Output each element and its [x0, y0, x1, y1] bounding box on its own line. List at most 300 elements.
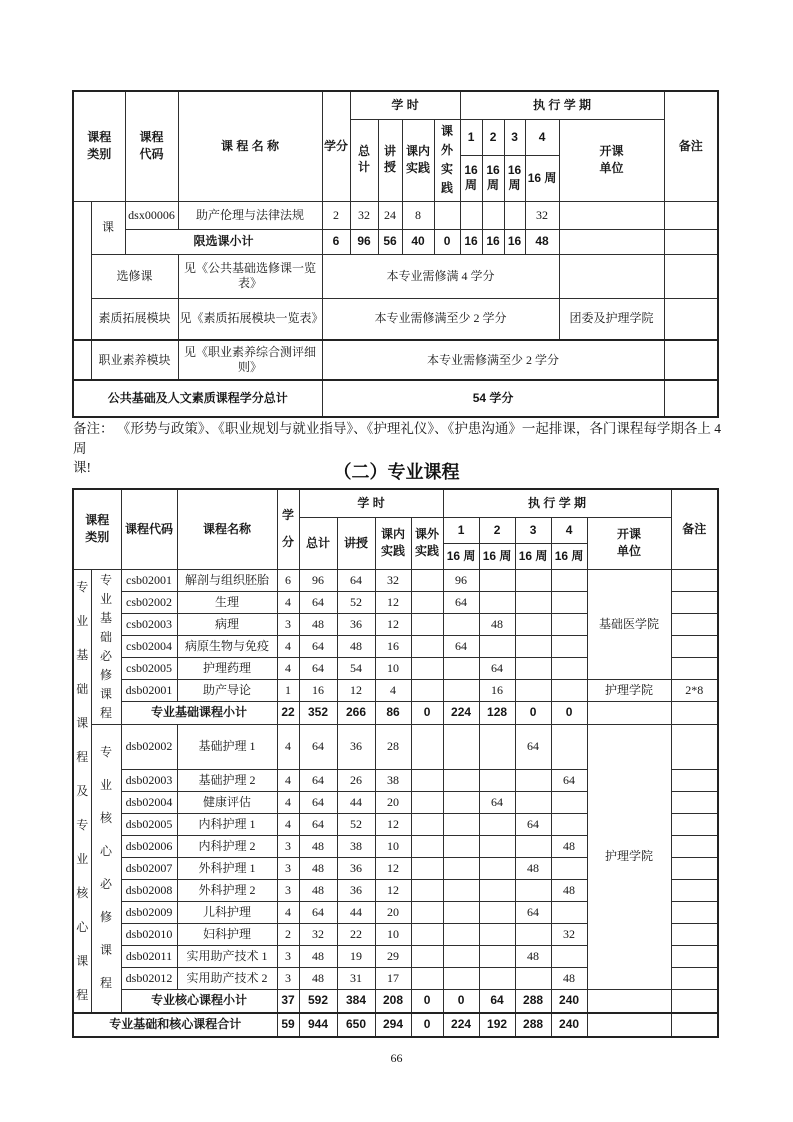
inclass-practice-cell: 12: [375, 857, 411, 879]
sem1-cell: [443, 945, 479, 967]
subtotal-row: [73, 701, 718, 724]
outclass-practice-cell: [411, 679, 443, 701]
course-code-cell: dsb02011: [121, 945, 177, 967]
sem1-cell: 224: [443, 701, 479, 724]
unit-cell: [559, 201, 664, 229]
sem4-cell: 48: [551, 879, 587, 901]
outclass-practice-cell: 0: [411, 701, 443, 724]
header-sem4-cell: 4: [551, 517, 587, 543]
inclass-practice-cell: 208: [375, 989, 411, 1012]
sem1-cell: 64: [443, 635, 479, 657]
outclass-practice-cell: [411, 901, 443, 923]
outclass-practice-cell: [411, 879, 443, 901]
course-name-cell: 基础护理 1: [177, 724, 277, 769]
sem4-cell: [551, 569, 587, 591]
remark-cell: [671, 923, 718, 945]
sem4-cell: [551, 679, 587, 701]
hours-banner: 学 时: [350, 91, 460, 119]
sem1-cell: [443, 857, 479, 879]
lecture-hours-cell: 650: [337, 1013, 375, 1037]
lecture-hours-cell: 54: [337, 657, 375, 679]
inclass-practice-cell: 10: [375, 835, 411, 857]
credit-cell: 3: [277, 945, 299, 967]
unit-cell: [559, 229, 664, 254]
general-course-table: [72, 90, 719, 418]
header-unit-cell: 开课单位: [559, 119, 664, 201]
unit-cell: [559, 254, 664, 298]
unit-cell: [587, 701, 671, 724]
sem1-cell: [443, 879, 479, 901]
header-sem1-cell: 1: [460, 119, 482, 155]
sem3-cell: [515, 879, 551, 901]
total-hours-cell: 48: [299, 857, 337, 879]
course-code-cell: csb02001: [121, 569, 177, 591]
page-number: 66: [390, 1051, 403, 1065]
sem1-cell: 96: [443, 569, 479, 591]
lecture-hours-cell: 19: [337, 945, 375, 967]
total-credits-cell: 54 学分: [322, 380, 664, 417]
course-code-cell: dsb02004: [121, 791, 177, 813]
credit-cell: 1: [277, 679, 299, 701]
total-hours-cell: 96: [350, 229, 378, 254]
credit-cell: 3: [277, 857, 299, 879]
total-hours-cell: 48: [299, 879, 337, 901]
total-hours-cell: 64: [299, 901, 337, 923]
sem4-cell: 48: [551, 967, 587, 989]
header-sem3-cell: 3: [515, 517, 551, 543]
sem2-cell: 16: [482, 229, 504, 254]
sem3-cell: 288: [515, 1013, 551, 1037]
sem2-cell: [482, 201, 504, 229]
course-name-cell: 健康评估: [177, 791, 277, 813]
sem1-cell: [443, 724, 479, 769]
outclass-practice-cell: [411, 923, 443, 945]
reference-cell: 见《职业素养综合测评细则》: [178, 340, 322, 380]
outclass-practice-cell: [411, 769, 443, 791]
sem3-cell: 16: [504, 229, 525, 254]
total-label-cell: 公共基础及人文素质课程学分总计: [73, 380, 322, 417]
sem2-cell: [479, 769, 515, 791]
header-credit-cell: 学分: [277, 489, 299, 569]
total-hours-cell: 48: [299, 945, 337, 967]
sem4-cell: 0: [551, 701, 587, 724]
remark-cell: [671, 791, 718, 813]
credit-cell: 4: [277, 591, 299, 613]
unit-cell: 护理学院: [587, 724, 671, 989]
total-hours-cell: 944: [299, 1013, 337, 1037]
header-outclass-cell: 课外实践: [434, 119, 460, 201]
outclass-practice-cell: [411, 813, 443, 835]
header-sem3-cell: 3: [504, 119, 525, 155]
remark-note-line1: 备注： 《形势与政策》、《职业规划与就业指导》、《护理礼仪》、《护患沟通》一起排课，各门课程每学期各上 4 周: [73, 421, 721, 456]
sem4-cell: [551, 901, 587, 923]
professional-course-table: [72, 488, 719, 1038]
sem1-cell: [443, 769, 479, 791]
credit-cell: 4: [277, 769, 299, 791]
sem3-cell: 48: [515, 945, 551, 967]
lecture-hours-cell: 52: [337, 591, 375, 613]
header-inclass-cell: 课内实践: [402, 119, 434, 201]
outclass-practice-cell: [434, 201, 460, 229]
sem2-cell: 64: [479, 989, 515, 1012]
sem4-cell: 32: [551, 923, 587, 945]
course-code-cell: dsb02005: [121, 813, 177, 835]
remark-cell: [671, 945, 718, 967]
total-hours-cell: 64: [299, 791, 337, 813]
lecture-hours-cell: 22: [337, 923, 375, 945]
category-continuation-cell: [73, 340, 91, 380]
remark-cell: [671, 613, 718, 635]
course-name-cell: 内科护理 1: [177, 813, 277, 835]
inclass-practice-cell: 16: [375, 635, 411, 657]
outclass-practice-cell: [411, 835, 443, 857]
outclass-practice-cell: [411, 635, 443, 657]
sem4-cell: [551, 635, 587, 657]
sem2-cell: [479, 967, 515, 989]
lecture-hours-cell: 38: [337, 835, 375, 857]
inclass-practice-cell: 12: [375, 613, 411, 635]
course-name-cell: 儿科护理: [177, 901, 277, 923]
course-row: [73, 201, 718, 229]
header-sem1-cell: 1: [443, 517, 479, 543]
course-code-cell: dsb02003: [121, 769, 177, 791]
sem2-cell: [479, 857, 515, 879]
course-code-cell: dsb02010: [121, 923, 177, 945]
requirement-cell: 本专业需修满 4 学分: [322, 254, 559, 298]
header-total-cell: 总计: [350, 119, 378, 201]
total-hours-cell: 48: [299, 613, 337, 635]
course-name-cell: 病原生物与免疫: [177, 635, 277, 657]
sem3-cell: [515, 835, 551, 857]
course-code-cell: dsb02012: [121, 967, 177, 989]
sem2-cell: [479, 945, 515, 967]
sem3-cell: 0: [515, 701, 551, 724]
sem2-cell: [479, 923, 515, 945]
credit-cell: 6: [322, 229, 350, 254]
remark-cell: [664, 340, 718, 380]
lecture-hours-cell: 36: [337, 613, 375, 635]
module-row: [73, 340, 718, 380]
header-outclass-cell: 课外实践: [411, 517, 443, 569]
inclass-practice-cell: 10: [375, 657, 411, 679]
header-lecture-cell: 讲授: [378, 119, 402, 201]
sem3-cell: 48: [515, 857, 551, 879]
outclass-practice-cell: [411, 724, 443, 769]
inclass-practice-cell: 38: [375, 769, 411, 791]
header-code-cell: 课程代码: [121, 489, 177, 569]
header-week4-cell: 16 周: [551, 543, 587, 569]
unit-cell: [587, 1013, 671, 1037]
sem4-cell: 240: [551, 989, 587, 1012]
sem4-cell: 32: [525, 201, 559, 229]
remark-cell: [671, 724, 718, 769]
course-code-cell: dsb02008: [121, 879, 177, 901]
outclass-practice-cell: [411, 613, 443, 635]
header-week3-cell: 16 周: [515, 543, 551, 569]
lecture-hours-cell: 12: [337, 679, 375, 701]
header-week2-cell: 16 周: [479, 543, 515, 569]
remark-cell: [664, 229, 718, 254]
credit-cell: 4: [277, 635, 299, 657]
sem3-cell: 64: [515, 901, 551, 923]
credit-cell: 22: [277, 701, 299, 724]
course-row: [73, 679, 718, 701]
outclass-practice-cell: [411, 569, 443, 591]
sem4-cell: [551, 791, 587, 813]
remark-cell: [671, 657, 718, 679]
sem1-cell: 16: [460, 229, 482, 254]
remark-cell: [671, 635, 718, 657]
credit-cell: 6: [277, 569, 299, 591]
remark-cell: [671, 835, 718, 857]
semester-banner: 执 行 学 期: [460, 91, 664, 119]
unit-cell: 团委及护理学院: [559, 298, 664, 340]
sem3-cell: [515, 569, 551, 591]
sem2-cell: [479, 835, 515, 857]
sem4-cell: 240: [551, 1013, 587, 1037]
sem4-cell: [551, 724, 587, 769]
remark-cell: [671, 967, 718, 989]
total-hours-cell: 48: [299, 967, 337, 989]
sem1-cell: [443, 613, 479, 635]
lecture-hours-cell: 384: [337, 989, 375, 1012]
sem2-cell: 64: [479, 657, 515, 679]
sem2-cell: 128: [479, 701, 515, 724]
outclass-practice-cell: [411, 591, 443, 613]
remark-cell: [671, 901, 718, 923]
unit-cell: [587, 989, 671, 1012]
inclass-practice-cell: 40: [402, 229, 434, 254]
sem1-cell: 64: [443, 591, 479, 613]
sem3-cell: [515, 635, 551, 657]
subtotal-label-cell: 限选课小计: [125, 229, 322, 254]
requirement-cell: 本专业需修满至少 2 学分: [322, 340, 664, 380]
inclass-practice-cell: 4: [375, 679, 411, 701]
category-group2-cell: 专业核心必修课程: [91, 724, 121, 1013]
credit-cell: 4: [277, 657, 299, 679]
remark-cell: [664, 201, 718, 229]
sem1-cell: [443, 679, 479, 701]
total-hours-cell: 64: [299, 813, 337, 835]
sem3-cell: 288: [515, 989, 551, 1012]
header-remark-cell: 备注: [671, 489, 718, 569]
remark-cell: [671, 879, 718, 901]
credit-cell: 4: [277, 791, 299, 813]
header-week1-cell: 16周: [460, 155, 482, 201]
hours-banner: 学 时: [299, 489, 443, 517]
credit-cell: 3: [277, 879, 299, 901]
course-code-cell: dsb02002: [121, 724, 177, 769]
total-hours-cell: 64: [299, 657, 337, 679]
outclass-practice-cell: [411, 967, 443, 989]
grand-total-row: [73, 1013, 718, 1037]
header-total-cell: 总计: [299, 517, 337, 569]
total-hours-cell: 32: [299, 923, 337, 945]
sem2-cell: [479, 591, 515, 613]
lecture-hours-cell: 52: [337, 813, 375, 835]
sem2-cell: [479, 901, 515, 923]
course-code-cell: dsb02006: [121, 835, 177, 857]
remark-cell: [671, 857, 718, 879]
credit-cell: 3: [277, 613, 299, 635]
sem3-cell: [515, 591, 551, 613]
header-category-cell: 课程类别: [73, 91, 125, 201]
course-name-cell: 解剖与组织胚胎: [177, 569, 277, 591]
header-sem2-cell: 2: [482, 119, 504, 155]
course-code-cell: csb02002: [121, 591, 177, 613]
header-remark-cell: 备注: [664, 91, 718, 201]
header-week1-cell: 16 周: [443, 543, 479, 569]
header-lecture-cell: 讲授: [337, 517, 375, 569]
remark-cell: [671, 569, 718, 591]
remark-cell: [664, 380, 718, 417]
sem3-cell: [515, 679, 551, 701]
inclass-practice-cell: 8: [402, 201, 434, 229]
lecture-hours-cell: 31: [337, 967, 375, 989]
header-row-1: [73, 489, 718, 517]
grand-total-row: [73, 380, 718, 417]
sem3-cell: [515, 923, 551, 945]
inclass-practice-cell: 12: [375, 879, 411, 901]
header-week3-cell: 16周: [504, 155, 525, 201]
lecture-hours-cell: 56: [378, 229, 402, 254]
unit-cell: 基础医学院: [587, 569, 671, 679]
course-name-cell: 外科护理 2: [177, 879, 277, 901]
remark-cell: 2*8: [671, 679, 718, 701]
sem3-cell: [515, 657, 551, 679]
credit-cell: 4: [277, 901, 299, 923]
inclass-practice-cell: 20: [375, 791, 411, 813]
sem4-cell: [551, 613, 587, 635]
subtotal-row: [73, 229, 718, 254]
sem2-cell: [479, 879, 515, 901]
inclass-practice-cell: 17: [375, 967, 411, 989]
total-hours-cell: 64: [299, 769, 337, 791]
header-category-cell: 课程类别: [73, 489, 121, 569]
total-label-cell: 专业基础和核心课程合计: [73, 1013, 277, 1037]
course-name-cell: 内科护理 2: [177, 835, 277, 857]
subtotal-row: [73, 989, 718, 1012]
remark-cell: [664, 254, 718, 298]
outclass-practice-cell: [411, 945, 443, 967]
inclass-practice-cell: 12: [375, 813, 411, 835]
remark-cell: [671, 1013, 718, 1037]
sem3-cell: [515, 613, 551, 635]
credit-cell: 4: [277, 813, 299, 835]
total-hours-cell: 64: [299, 635, 337, 657]
sem2-cell: 64: [479, 791, 515, 813]
total-hours-cell: 592: [299, 989, 337, 1012]
course-code-cell: dsb02007: [121, 857, 177, 879]
sem1-cell: [443, 657, 479, 679]
course-name-cell: 助产伦理与法律法规: [178, 201, 322, 229]
sem2-cell: [479, 724, 515, 769]
header-sem2-cell: 2: [479, 517, 515, 543]
inclass-practice-cell: 20: [375, 901, 411, 923]
sem1-cell: [443, 791, 479, 813]
header-inclass-cell: 课内实践: [375, 517, 411, 569]
header-credit-cell: 学分: [322, 91, 350, 201]
sem1-cell: [443, 967, 479, 989]
outclass-practice-cell: 0: [434, 229, 460, 254]
credit-cell: 2: [322, 201, 350, 229]
lecture-hours-cell: 266: [337, 701, 375, 724]
sem4-cell: [551, 591, 587, 613]
course-name-cell: 实用助产技术 1: [177, 945, 277, 967]
remark-note-line2: 课!: [73, 460, 91, 476]
outclass-practice-cell: [411, 657, 443, 679]
category-continuation-cell: [73, 201, 91, 340]
sem3-cell: [504, 201, 525, 229]
total-hours-cell: 352: [299, 701, 337, 724]
sem2-cell: 48: [479, 613, 515, 635]
header-name-cell: 课程名称: [177, 489, 277, 569]
course-code-cell: csb02004: [121, 635, 177, 657]
section-title: （二）专业课程: [333, 462, 460, 482]
total-hours-cell: 64: [299, 724, 337, 769]
category-tail-cell: 课: [91, 201, 125, 254]
outclass-practice-cell: [411, 791, 443, 813]
header-week2-cell: 16周: [482, 155, 504, 201]
credit-cell: 4: [277, 724, 299, 769]
credit-cell: 3: [277, 967, 299, 989]
inclass-practice-cell: 28: [375, 724, 411, 769]
inclass-practice-cell: 29: [375, 945, 411, 967]
header-name-cell: 课 程 名 称: [178, 91, 322, 201]
category-cell: 选修课: [91, 254, 178, 298]
lecture-hours-cell: 44: [337, 901, 375, 923]
unit-cell: 护理学院: [587, 679, 671, 701]
course-code-cell: csb02003: [121, 613, 177, 635]
course-row: [73, 569, 718, 591]
remark-cell: [671, 591, 718, 613]
total-hours-cell: 16: [299, 679, 337, 701]
sem2-cell: 192: [479, 1013, 515, 1037]
semester-banner: 执 行 学 期: [443, 489, 671, 517]
total-hours-cell: 96: [299, 569, 337, 591]
lecture-hours-cell: 64: [337, 569, 375, 591]
subtotal-label-cell: 专业基础课程小计: [121, 701, 277, 724]
remark-cell: [671, 701, 718, 724]
sem2-cell: [479, 569, 515, 591]
reference-cell: 见《素质拓展模块一览表》: [178, 298, 322, 340]
module-row: [73, 298, 718, 340]
sem3-cell: 64: [515, 813, 551, 835]
inclass-practice-cell: 294: [375, 1013, 411, 1037]
course-name-cell: 外科护理 1: [177, 857, 277, 879]
sem1-cell: [443, 813, 479, 835]
total-hours-cell: 32: [350, 201, 378, 229]
header-unit-cell: 开课单位: [587, 517, 671, 569]
category-outer-cell: 专业基础课程及专业核心课程: [73, 569, 91, 1013]
total-hours-cell: 48: [299, 835, 337, 857]
course-name-cell: 实用助产技术 2: [177, 967, 277, 989]
sem2-cell: [479, 813, 515, 835]
inclass-practice-cell: 32: [375, 569, 411, 591]
remark-cell: [664, 298, 718, 340]
lecture-hours-cell: 26: [337, 769, 375, 791]
lecture-hours-cell: 36: [337, 724, 375, 769]
course-name-cell: 病理: [177, 613, 277, 635]
remark-cell: [671, 813, 718, 835]
sem2-cell: 16: [479, 679, 515, 701]
header-code-cell: 课程代码: [125, 91, 178, 201]
sem4-cell: 48: [525, 229, 559, 254]
reference-cell: 见《公共基础选修课一览表》: [178, 254, 322, 298]
sem4-cell: [551, 657, 587, 679]
sem3-cell: [515, 769, 551, 791]
credit-cell: 59: [277, 1013, 299, 1037]
